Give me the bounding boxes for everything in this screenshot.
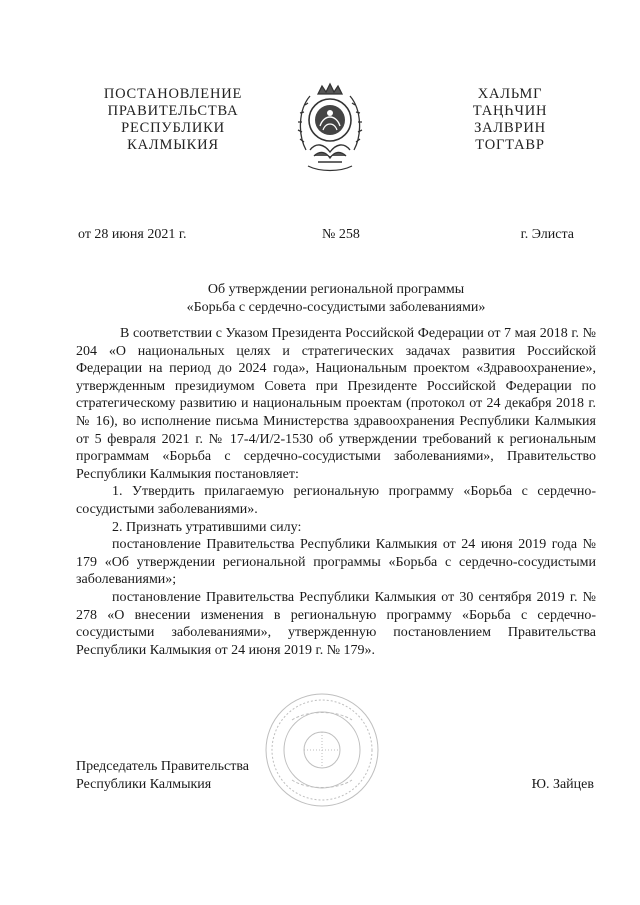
signatory-name: Ю. Зайцев: [531, 777, 594, 792]
clause-1: 1. Утвердить прилагаемую региональную программу «Борьба с сердечно-сосудистыми заболеваниями».: [76, 484, 596, 517]
document-meta: [78, 227, 574, 245]
header-right-line: ТАҢҺЧИН: [472, 103, 548, 119]
repealed-act-1: постановление Правительства Республики Калмыкия от 24 июня 2019 года № 179 «Об утверждении региональной программы «Борьба с сердечно-сосудистыми заболеваниями»;: [76, 537, 596, 588]
coat-of-arms-icon: [296, 80, 364, 174]
signatory-position: [76, 758, 249, 794]
document-city: г. Элиста: [520, 227, 574, 242]
repealed-act-2: постановление Правительства Республики Калмыкия от 30 сентября 2019 г. № 278 «О внесении изменения в региональную программу «Борьба с сердечно-сосудистыми заболеваниями», утвержденную постановлением Правительства Республики Калмыкия от 24 июня 2019 г. № 179».: [76, 589, 596, 658]
document-title: [78, 281, 594, 317]
header-left-line: РЕСПУБЛИКИ: [121, 120, 225, 136]
header-left-title: [78, 86, 268, 154]
round-seal-icon: [262, 690, 382, 810]
header-right-line: ТОГТАВР: [475, 137, 545, 153]
preamble-paragraph: В соответствии с Указом Президента Российской Федерации от 7 мая 2018 г. № 204 «О национальных целях и стратегических задачах развития Российской Федерации на период до 2024 года», Национальным проектом «Здравоохранение», утвержденным президиумом Совета при Президенте Российской Федерации по стратегическому развитию и национальным проектам (протокол от 24 декабря 2018 г. № 16), во исполнение письма Министерства здравоохранения Республики Калмыкия от 5 февраля 2021 г. № 17-4/И/2-1530 об утверждении требований к региональным программам «Борьба с сердечно-сосудистыми заболеваниями», Правительство Республики Калмыкия постановляет:: [76, 326, 596, 482]
header-right-line: ХАЛЬМГ: [477, 86, 543, 102]
document-title-line: Об утверждении региональной программы: [207, 282, 465, 297]
header-right-line: ЗАЛВРИН: [474, 120, 546, 136]
document-date: от 28 июня 2021 г.: [78, 227, 187, 242]
header-left-line: ПРАВИТЕЛЬСТВА: [107, 103, 239, 119]
header-left-line: КАЛМЫКИЯ: [127, 137, 219, 153]
document-number: № 258: [322, 227, 360, 242]
document-body: [76, 325, 596, 659]
signatory-position-line: Председатель Правительства: [76, 759, 249, 774]
signatory-position-line: Республики Калмыкия: [76, 777, 212, 792]
header-right-title: [450, 86, 570, 154]
document-title-line: «Борьба с сердечно-сосудистыми заболеваниями»: [186, 300, 486, 315]
header-left-line: ПОСТАНОВЛЕНИЕ: [103, 86, 243, 102]
clause-2: 2. Признать утратившими силу:: [112, 519, 302, 535]
